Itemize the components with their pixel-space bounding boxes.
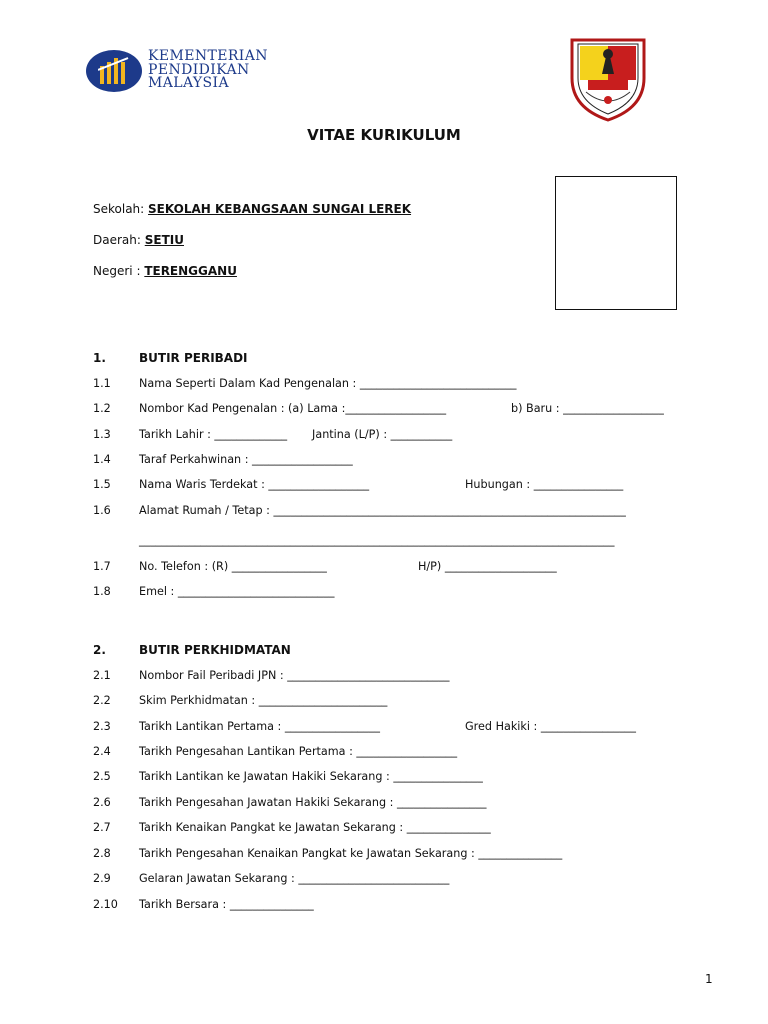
item-text: Tarikh Lahir : _____________ Jantina (L/P) : ___________	[139, 428, 453, 441]
item-number: 2.3	[93, 720, 111, 733]
ministry-logo-line3: MALAYSIA	[148, 75, 229, 91]
school-value: SEKOLAH KEBANGSAAN SUNGAI LEREK	[148, 202, 412, 216]
list-item	[0, 585, 768, 601]
district-label: Daerah:	[93, 233, 141, 247]
item-text: No. Telefon : (R) _________________	[139, 560, 327, 573]
list-item	[0, 428, 768, 444]
state-label: Negeri :	[93, 264, 141, 278]
photo-box	[555, 176, 677, 310]
section1-title: BUTIR PERIBADI	[139, 351, 248, 365]
list-item	[0, 872, 768, 888]
item-text: Tarikh Lantikan ke Jawatan Hakiki Sekarang : ________________	[139, 770, 483, 783]
item-text: Nama Waris Terdekat : __________________	[139, 478, 370, 491]
list-item	[0, 402, 768, 418]
item-text: Alamat Rumah / Tetap : _______________________________________________________________	[139, 504, 626, 517]
item-text: Nombor Fail Peribadi JPN : _____________________________	[139, 669, 450, 682]
item-text: Emel : ____________________________	[139, 585, 335, 598]
item-extra: Gred Hakiki : _________________	[465, 720, 636, 733]
page-number: 1	[705, 972, 713, 986]
item-text: Taraf Perkahwinan : __________________	[139, 453, 353, 466]
item-text: Tarikh Pengesahan Lantikan Pertama : __________________	[139, 745, 458, 758]
school-label: Sekolah:	[93, 202, 145, 216]
list-item	[0, 821, 768, 837]
list-item	[0, 534, 768, 550]
item-number: 2.2	[93, 694, 111, 707]
item-number: 1.5	[93, 478, 111, 491]
item-text: Tarikh Pengesahan Kenaikan Pangkat ke Jawatan Sekarang : _______________	[139, 847, 563, 860]
item-number: 2.8	[93, 847, 111, 860]
item-number: 2.9	[93, 872, 111, 885]
district-value: SETIU	[144, 233, 184, 247]
list-item	[0, 796, 768, 812]
list-item	[0, 770, 768, 786]
state-value: TERENGGANU	[144, 264, 237, 278]
item-number: 2.4	[93, 745, 111, 758]
list-item	[0, 453, 768, 469]
section1-number: 1.	[93, 351, 106, 365]
item-extra: b) Baru : __________________	[511, 402, 664, 415]
ministry-logo	[86, 46, 286, 102]
item-number: 2.5	[93, 770, 111, 783]
item-text: Tarikh Bersara : _______________	[139, 898, 314, 911]
item-number: 1.8	[93, 585, 111, 598]
item-text: Tarikh Lantikan Pertama : _________________	[139, 720, 380, 733]
item-text: Nama Seperti Dalam Kad Pengenalan : ____________________________	[139, 377, 517, 390]
ministry-logo-line2: PENDIDIKAN	[148, 61, 250, 78]
item-number: 1.2	[93, 402, 111, 415]
item-number: 2.1	[93, 669, 111, 682]
item-text: Nombor Kad Pengenalan : (a) Lama :__________________	[139, 402, 447, 415]
item-number: 1.6	[93, 504, 111, 517]
section2-title: BUTIR PERKHIDMATAN	[139, 643, 291, 657]
list-item	[0, 745, 768, 761]
item-text: Gelaran Jawatan Sekarang : ___________________________	[139, 872, 450, 885]
item-number: 1.4	[93, 453, 111, 466]
item-text: Skim Perkhidmatan : _______________________	[139, 694, 388, 707]
school-crest-icon	[566, 34, 650, 122]
item-text: Tarikh Kenaikan Pangkat ke Jawatan Sekarang : _______________	[139, 821, 491, 834]
list-item	[0, 694, 768, 710]
ministry-logo-line1: KEMENTERIAN	[148, 48, 268, 64]
list-item	[0, 478, 768, 494]
school-field	[93, 202, 411, 216]
ministry-emblem-icon	[86, 50, 142, 92]
item-text: Tarikh Pengesahan Jawatan Hakiki Sekarang : ________________	[139, 796, 487, 809]
item-number: 2.10	[93, 898, 118, 911]
district-field	[93, 233, 184, 247]
list-item	[0, 720, 768, 736]
list-item	[0, 669, 768, 685]
list-item	[0, 560, 768, 576]
item-number: 1.1	[93, 377, 111, 390]
list-item	[0, 504, 768, 520]
item-extra: H/P) ____________________	[418, 560, 557, 573]
item-number: 1.3	[93, 428, 111, 441]
item-number: 2.6	[93, 796, 111, 809]
section2-number: 2.	[93, 643, 106, 657]
item-extra: Hubungan : ________________	[465, 478, 624, 491]
item-text: _____________________________________________________________________________________	[139, 534, 615, 547]
item-number: 1.7	[93, 560, 111, 573]
list-item	[0, 898, 768, 914]
item-number: 2.7	[93, 821, 111, 834]
page-title: VITAE KURIKULUM	[307, 126, 461, 144]
list-item	[0, 847, 768, 863]
state-field	[93, 264, 237, 278]
list-item	[0, 377, 768, 393]
